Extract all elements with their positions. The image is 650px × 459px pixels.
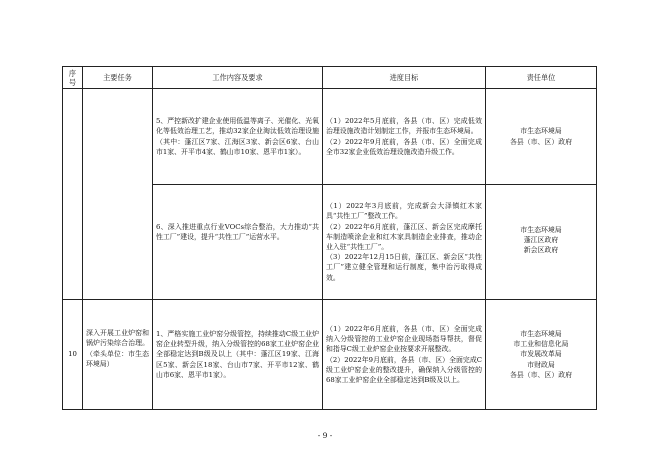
- target-item: （2）2022年9月底前，各县（市、区）全面完成全市32家企业低效治理设施改造升级工作。: [326, 137, 482, 156]
- table-header-row: [63, 67, 597, 89]
- header-target: 进度目标: [323, 67, 486, 89]
- target-item: （1）2022年5月底前，各县（市、区）完成低效治理设施改造计划制定工作，并报市生态环境局。: [326, 117, 482, 136]
- unit-cell: [486, 89, 597, 185]
- unit-item: 各县（市、区）政府: [509, 137, 572, 146]
- unit-cell: [486, 185, 597, 300]
- task-table: [62, 66, 597, 410]
- unit-item: 蓬江区政府: [523, 235, 559, 244]
- page-number: - 9 -: [317, 431, 333, 440]
- unit-item: 市发展改革局: [520, 350, 562, 359]
- target-item: （3）2022年12月15日前，蓬江区、新会区“共性工厂”建立健全管理和运行制度，集中治污取得成效。: [326, 253, 482, 282]
- header-no: 序号: [63, 67, 83, 89]
- target-item: （2）2022年9月底前，各县（市、区）全面完成C级工业炉窑企业的整改提升，确保纳入分级管控的68家工业炉窑企业全部稳定达到B级及以上。: [326, 355, 482, 384]
- header-content: 工作内容及要求: [153, 67, 323, 89]
- row-task-cell: [83, 89, 153, 300]
- row-no-cell: 10: [63, 300, 83, 410]
- content-cell: 6、深入推进重点行业VOCs综合整治，大力推动“共性工厂”建设，提升“共性工厂”运营水平。: [153, 185, 323, 300]
- unit-item: 各县（市、区）政府: [509, 370, 572, 379]
- table-row: [63, 300, 597, 410]
- target-cell: [323, 185, 486, 300]
- content-cell: 5、严控新改扩建企业使用低温等离子、光催化、光氧化等低效治理工艺，推动32家企业淘汰低效治理设施（其中：蓬江区7家、江海区3家、新会区6家、台山市1家、开平市4家、鹤山市10家、恩平市1家）。: [153, 89, 323, 185]
- header-task: 主要任务: [83, 67, 153, 89]
- target-cell: [323, 300, 486, 410]
- target-cell: [323, 89, 486, 185]
- unit-cell: [486, 300, 597, 410]
- table-row: [63, 89, 597, 185]
- row-task-cell: 深入开展工业炉窑和锅炉污染综合治理。（牵头单位：市生态环境局）: [83, 300, 153, 410]
- unit-item: 市财政局: [527, 360, 555, 369]
- unit-item: 市工业和信息化局: [513, 340, 569, 349]
- content-cell: 1、严格实施工业炉窑分级管控，持续推动C级工业炉窑企业转型升级，纳入分级管控的68家工业炉窑企业全部稳定达到B级及以上（其中：蓬江区19家、江海区5家、新会区18家、台山市7家、开平市12家、鹤山市6家、恩平市1家）。: [153, 300, 323, 410]
- unit-item: 市生态环境局: [520, 127, 562, 136]
- target-item: （1）2022年3月底前，完成新会大泽镇红木家具“共性工厂”整改工作。: [326, 202, 482, 221]
- unit-item: 市生态环境局: [520, 329, 562, 338]
- unit-item: 新会区政府: [523, 246, 559, 255]
- target-item: （1）2022年6月底前，各县（市、区）全面完成纳入分级管控的工业炉窑企业现场指导帮扶，督促和指导C级工业炉窑企业按要求开展整改。: [326, 324, 482, 354]
- target-item: （2）2022年6月底前，蓬江区、新会区完成摩托车制造喷涂企业和红木家具制造企业排查，推动企业入驻“共性工厂”。: [326, 222, 482, 251]
- row-no-cell: [63, 89, 83, 300]
- header-unit: 责任单位: [486, 67, 597, 89]
- unit-item: 市生态环境局: [520, 225, 562, 234]
